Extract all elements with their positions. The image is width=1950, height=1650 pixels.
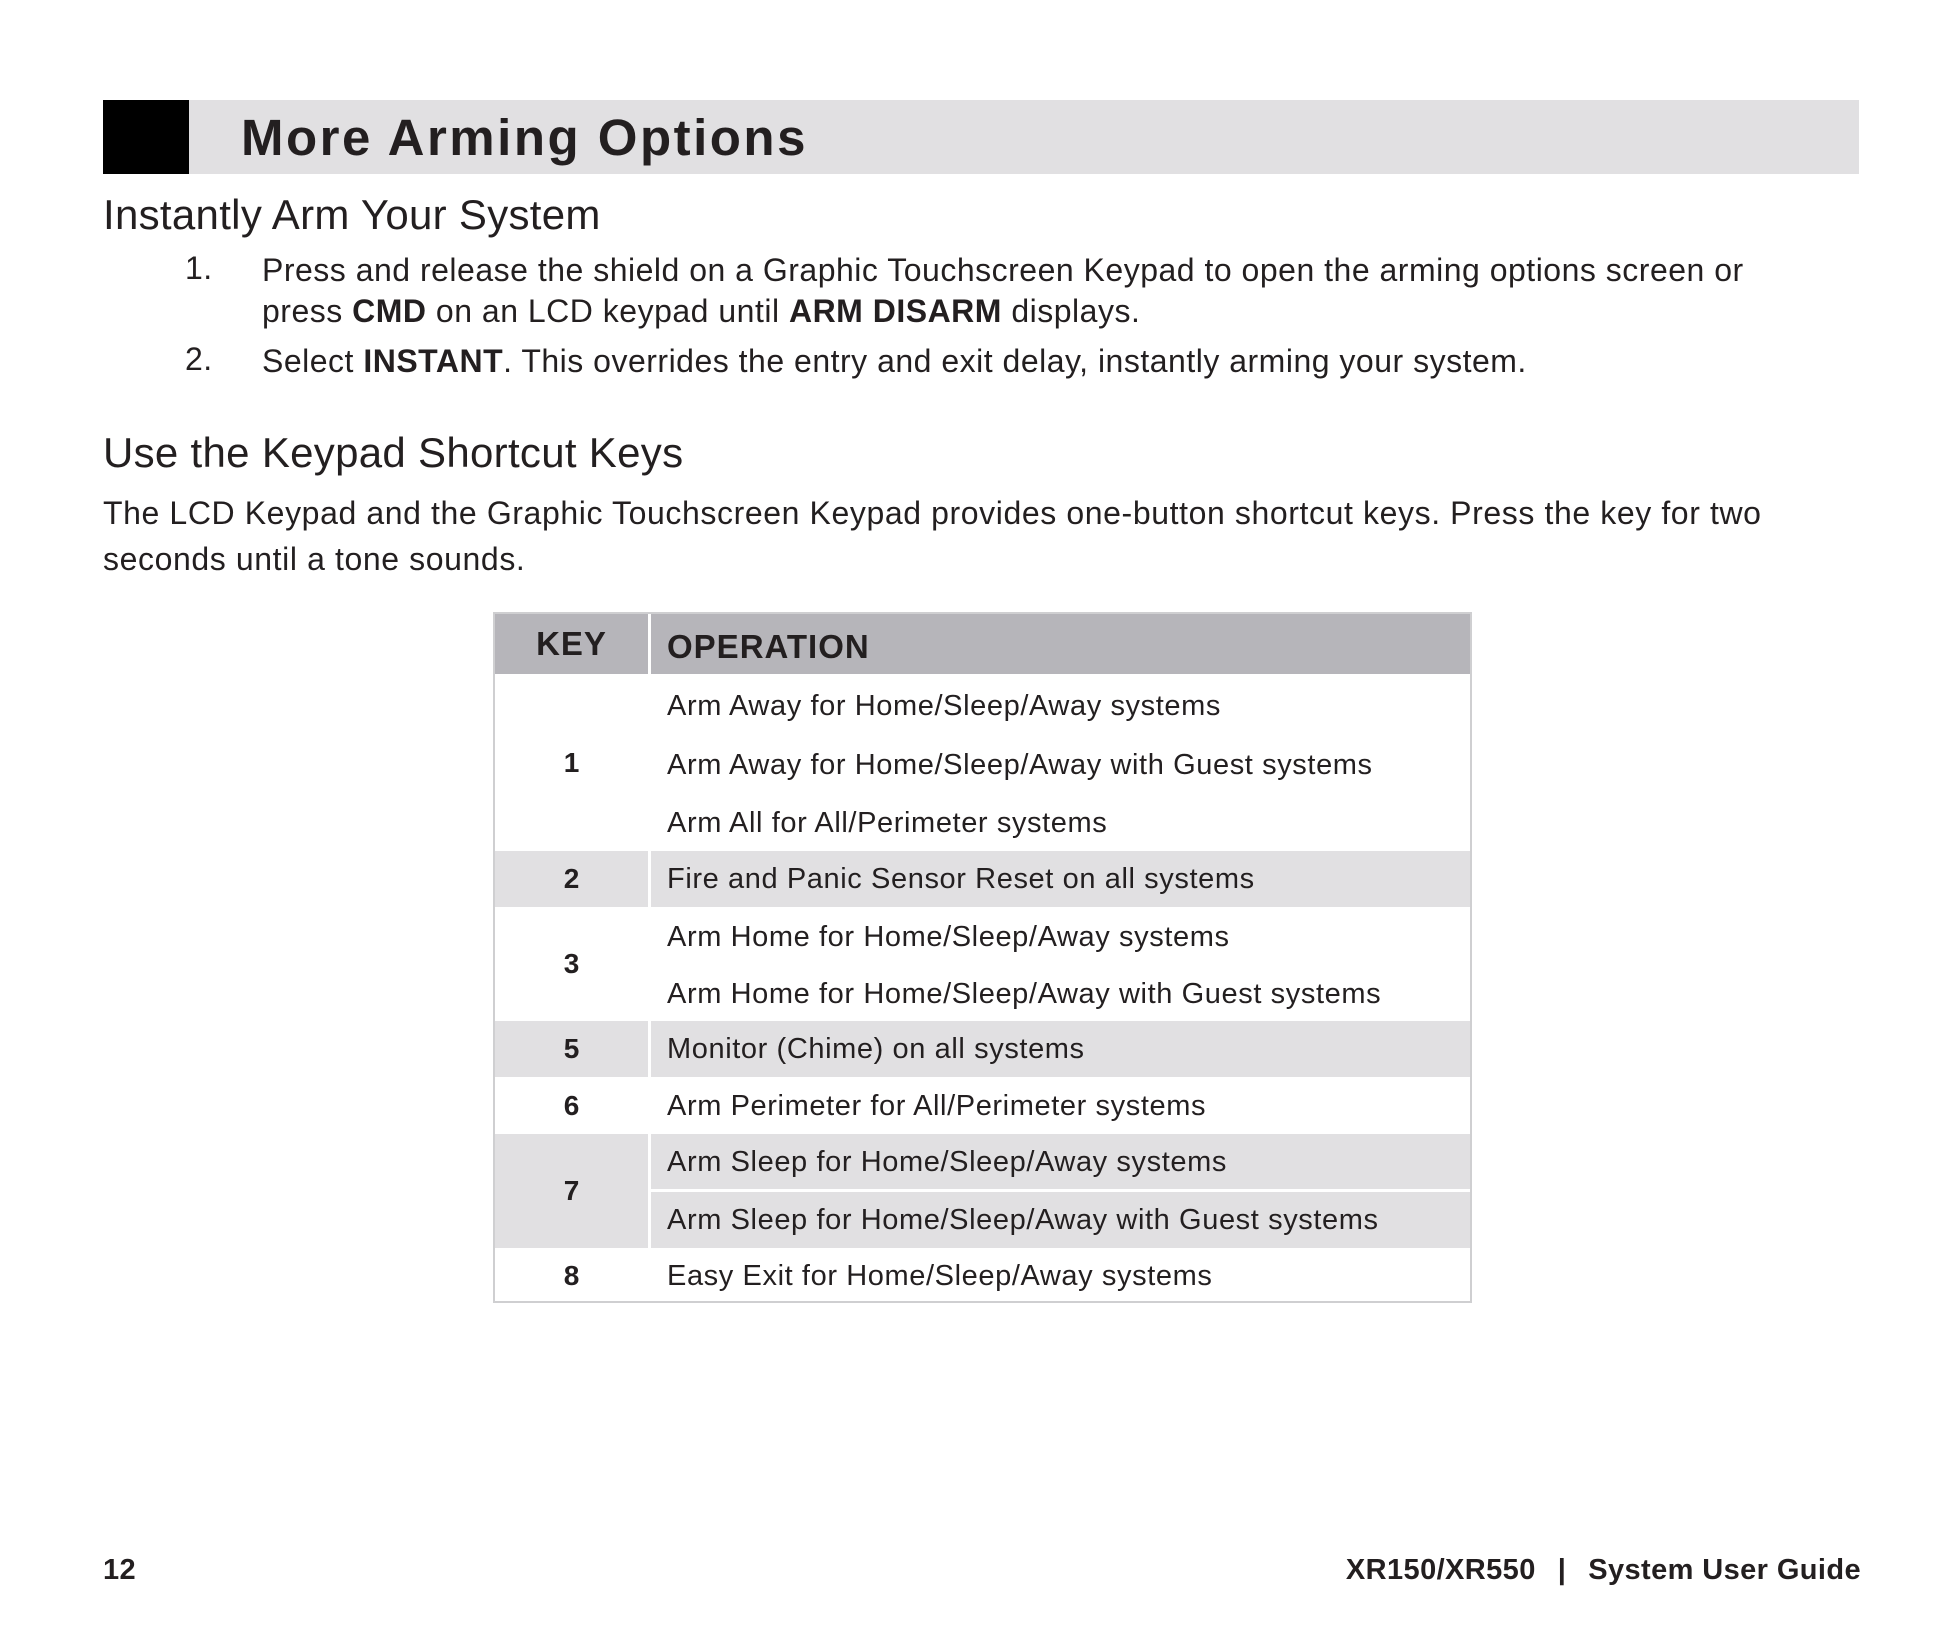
table-row [495, 674, 1470, 851]
operation-cell: Arm Away for Home/Sleep/Away systems [667, 690, 1221, 722]
page-number: 12 [103, 1554, 137, 1586]
key-cell: 6 [563, 1089, 580, 1121]
key-cell: 2 [563, 863, 580, 894]
step-1-text: Press and release the shield on a Graphic Touchscreen Keypad to open the arming options screen or press CMD on an LCD keypad until ARM DISARM displays. [262, 252, 1744, 329]
footer-guide-title [1346, 1554, 1861, 1587]
step-2-text: Select INSTANT. This overrides the entry and exit delay, instantly arming your system. [262, 343, 1527, 379]
operation-cell: Arm All for All/Perimeter systems [667, 807, 1108, 839]
banner-black-block [103, 100, 189, 174]
table-row [495, 1134, 1470, 1248]
table-row [495, 851, 1470, 907]
step-1-number: 1. [185, 250, 213, 286]
operation-cell: Fire and Panic Sensor Reset on all systems [667, 863, 1255, 895]
operation-cell: Arm Sleep for Home/Sleep/Away systems [667, 1146, 1227, 1178]
table-row [495, 1077, 1470, 1134]
section-banner [103, 100, 1859, 174]
table-header-row [495, 614, 1470, 674]
operation-cell: Easy Exit for Home/Sleep/Away systems [667, 1260, 1213, 1292]
table-row [495, 1021, 1470, 1077]
shortcut-keys-table [493, 612, 1472, 1303]
key-cell: 7 [563, 1175, 580, 1206]
heading-shortcut-keys: Use the Keypad Shortcut Keys [103, 429, 684, 476]
step-2-number: 2. [185, 341, 213, 377]
table-row [495, 907, 1470, 1021]
column-header-operation: OPERATION [667, 628, 870, 665]
operation-cell: Arm Home for Home/Sleep/Away with Guest systems [667, 978, 1382, 1010]
footer-separator: | [1557, 1554, 1567, 1586]
key-cell: 5 [563, 1033, 580, 1064]
operation-cell: Monitor (Chime) on all systems [667, 1033, 1085, 1065]
key-cell: 3 [563, 948, 580, 979]
column-header-key: KEY [536, 625, 607, 662]
operation-cell: Arm Sleep for Home/Sleep/Away with Guest systems [667, 1204, 1379, 1236]
row-divider [650, 1189, 1470, 1192]
heading-instantly-arm: Instantly Arm Your System [103, 191, 601, 238]
table-row [495, 1248, 1470, 1303]
operation-cell: Arm Home for Home/Sleep/Away systems [667, 921, 1230, 953]
footer-guide-name: System User Guide [1588, 1554, 1861, 1586]
operation-cell: Arm Away for Home/Sleep/Away with Guest systems [667, 749, 1373, 781]
operation-cell: Arm Perimeter for All/Perimeter systems [667, 1090, 1207, 1122]
shortcut-intro-paragraph: The LCD Keypad and the Graphic Touchscreen Keypad provides one-button shortcut keys. Press the key for two seconds until a tone sounds. [103, 495, 1762, 577]
footer-model: XR150/XR550 [1345, 1554, 1536, 1586]
page-title: More Arming Options [241, 109, 808, 166]
key-cell: 8 [563, 1259, 580, 1291]
key-cell: 1 [563, 746, 580, 778]
